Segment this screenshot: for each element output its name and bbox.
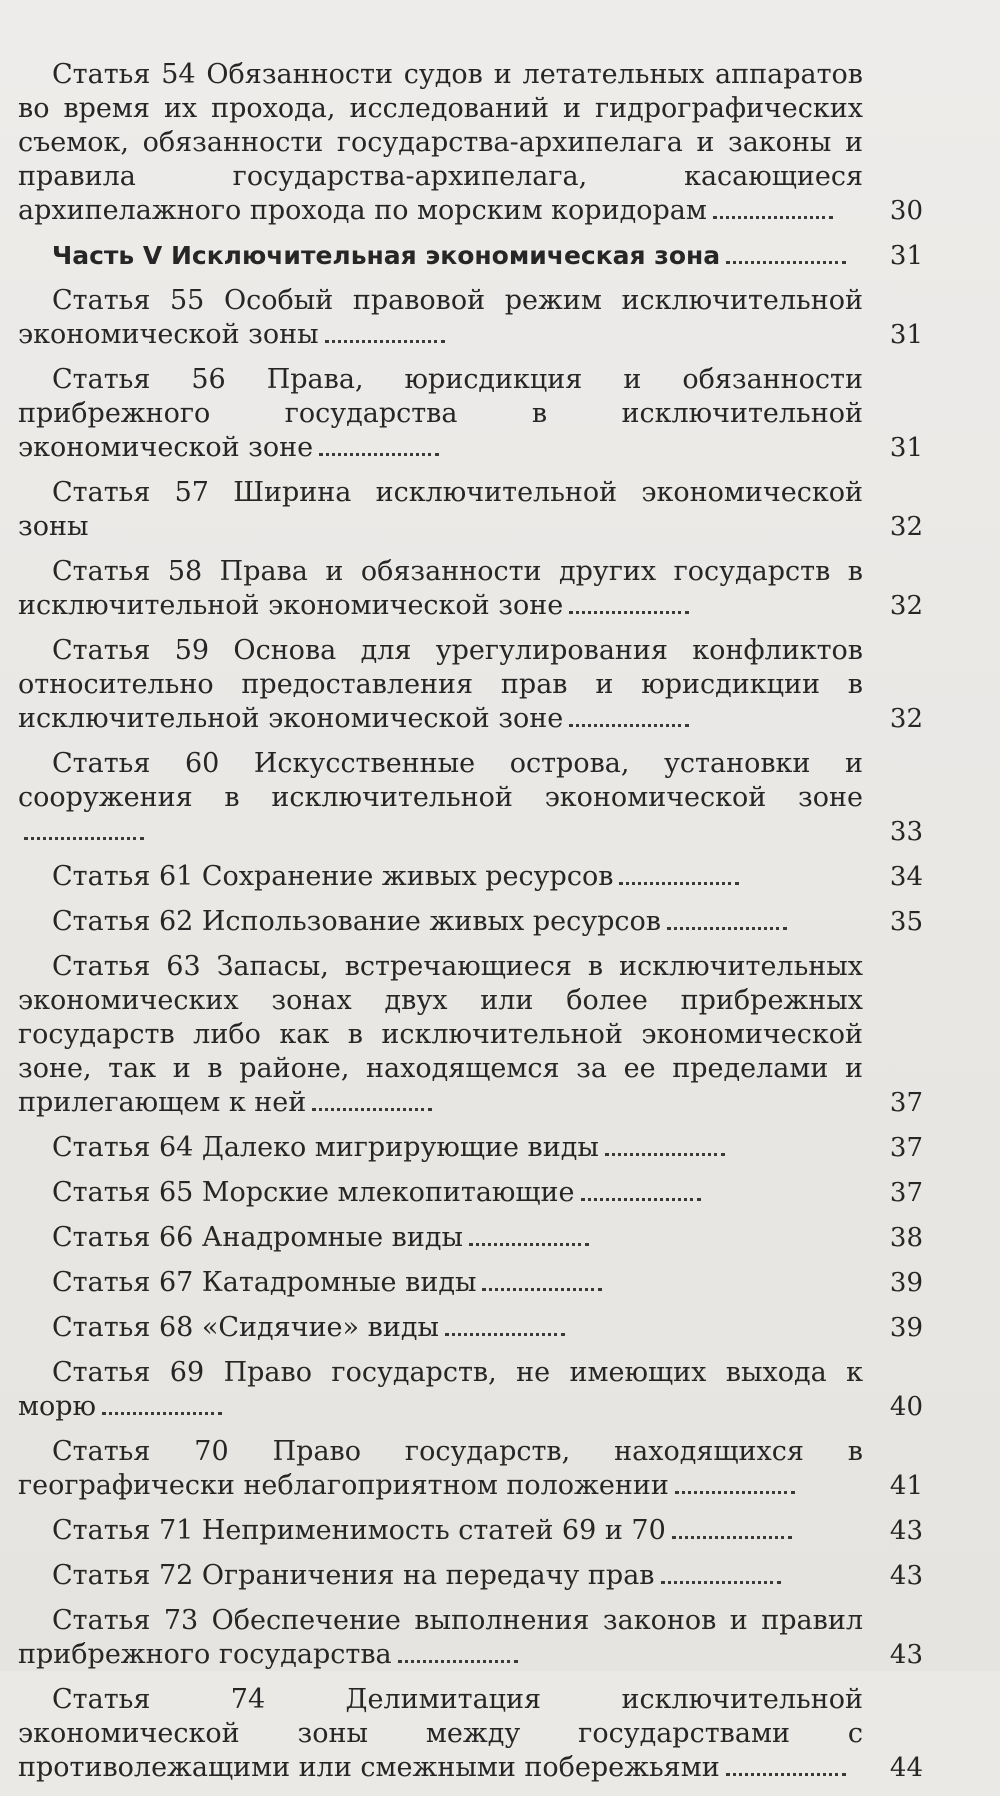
toc-entry-title: Статья 71 Неприменимость статей 69 и 70: [18, 1514, 863, 1548]
leader-dots: [672, 1528, 792, 1539]
leader-dots: [24, 829, 144, 840]
toc-entry: [18, 555, 943, 623]
toc-page-number: 43: [889, 1516, 923, 1546]
leader-dots: [482, 1280, 602, 1291]
leader-dots: [469, 1235, 589, 1246]
leader-dots: [569, 603, 689, 614]
toc-page-number: 33: [889, 817, 923, 847]
toc-entry: [18, 476, 943, 544]
leader-dots: [398, 1652, 518, 1663]
toc-page-number: 38: [889, 1223, 923, 1253]
table-of-contents: [18, 58, 943, 1796]
toc-page-number: 41: [889, 1471, 923, 1501]
toc-page-number: 32: [889, 591, 923, 621]
toc-entry: [18, 58, 943, 228]
toc-page-number: 32: [889, 704, 923, 734]
toc-page-number: 43: [889, 1561, 923, 1591]
toc-entry-title: Статья 70 Право государств, находящихся в географически неблагоприятном положении: [18, 1436, 863, 1501]
leader-dots: [726, 1765, 846, 1776]
toc-page-number: 39: [889, 1268, 923, 1298]
toc-entry: [18, 1356, 943, 1424]
toc-entry-title: Статья 64 Далеко мигрирующие виды: [18, 1131, 863, 1165]
toc-entry: [18, 1559, 943, 1593]
toc-page-number: 35: [889, 907, 923, 937]
toc-entry-title: Статья 66 Анадромные виды: [18, 1221, 863, 1255]
toc-page-number: 37: [889, 1088, 923, 1118]
leader-dots: [102, 1404, 222, 1415]
toc-entry-title: Статья 61 Сохранение живых ресурсов: [18, 860, 863, 894]
toc-entry-title: Статья 65 Морские млекопитающие: [18, 1176, 863, 1210]
leader-dots: [319, 445, 439, 456]
toc-entry: [18, 1514, 943, 1548]
toc-entry: [18, 905, 943, 939]
toc-page-number: 34: [889, 862, 923, 892]
toc-entry-title: Статья 56 Права, юрисдикция и обязанности прибрежного государства в исключительной экономической зоне: [18, 364, 863, 463]
leader-dots: [569, 716, 689, 727]
toc-entry-title: Статья 63 Запасы, встречающиеся в исключительных экономических зонах двух или более прибрежных государств либо как в исключительной экономической зоне, так и в районе, находящемся за ее пределами и прилегающем к ней: [18, 951, 863, 1118]
toc-entry-title: Статья 69 Право государств, не имеющих выхода к морю: [18, 1357, 863, 1422]
leader-dots: [726, 253, 846, 264]
toc-entry: [18, 747, 943, 849]
toc-entry-title: Статья 54 Обязанности судов и летательных аппаратов во время их прохода, исследований и гидрографических съемок, обязанности государства-архипелага и законы и правила государства-архипелага, касающиеся архипелажного прохода по морским коридорам: [18, 59, 863, 226]
toc-entry: [18, 1131, 943, 1165]
toc-entry: [18, 860, 943, 894]
leader-dots: [325, 332, 445, 343]
toc-page-number: 31: [889, 241, 923, 271]
toc-entry: [18, 634, 943, 736]
toc-page-number: 44: [889, 1753, 923, 1783]
toc-entry-title: Статья 58 Права и обязанности других государств в исключительной экономической зоне: [18, 556, 863, 621]
toc-page-number: 39: [889, 1313, 923, 1343]
toc-page-number: 37: [889, 1133, 923, 1163]
toc-entry-title: Статья 55 Особый правовой режим исключительной экономической зоны: [18, 285, 863, 350]
leader-dots: [667, 919, 787, 930]
toc-entry: [18, 1176, 943, 1210]
toc-page-number: 32: [889, 512, 923, 542]
toc-page-number: 31: [889, 320, 923, 350]
toc-entry-title: Статья 73 Обеспечение выполнения законов и правил прибрежного государства: [18, 1605, 863, 1670]
toc-page-number: 30: [889, 196, 923, 226]
toc-entry-title: Статья 62 Использование живых ресурсов: [18, 905, 863, 939]
toc-part-heading: [18, 239, 943, 273]
leader-dots: [619, 874, 739, 885]
toc-entry: [18, 284, 943, 352]
toc-page-number: 37: [889, 1178, 923, 1208]
toc-page-number: 43: [889, 1640, 923, 1670]
toc-entry-title: Статья 60 Искусственные острова, установки и сооружения в исключительной экономической зоне: [18, 747, 863, 849]
toc-entry-title: Статья 57 Ширина исключительной экономической зоны: [18, 477, 863, 542]
toc-entry-title: Статья 72 Ограничения на передачу прав: [18, 1559, 863, 1593]
toc-entry-title: Часть V Исключительная экономическая зона: [18, 239, 863, 273]
toc-entry: [18, 1683, 943, 1785]
toc-entry: [18, 1311, 943, 1345]
leader-dots: [445, 1325, 565, 1336]
toc-entry: [18, 950, 943, 1120]
toc-entry-title: Статья 59 Основа для урегулирования конфликтов относительно предоставления прав и юрисдикции в исключительной экономической зоне: [18, 635, 863, 734]
leader-dots: [675, 1483, 795, 1494]
leader-dots: [605, 1145, 725, 1156]
leader-dots: [581, 1190, 701, 1201]
leader-dots: [312, 1100, 432, 1111]
toc-entry: [18, 1435, 943, 1503]
toc-entry-title: Статья 67 Катадромные виды: [18, 1266, 863, 1300]
toc-page-number: 40: [889, 1392, 923, 1422]
leader-dots: [713, 208, 833, 219]
leader-dots: [661, 1573, 781, 1584]
toc-entry-title: Статья 74 Делимитация исключительной экономической зоны между государствами с противолежащими или смежными побережьями: [18, 1684, 863, 1783]
toc-entry: [18, 1266, 943, 1300]
toc-page-number: 31: [889, 433, 923, 463]
toc-entry: [18, 363, 943, 465]
toc-entry: [18, 1604, 943, 1672]
toc-entry: [18, 1221, 943, 1255]
toc-entry-title: Статья 68 «Сидячие» виды: [18, 1311, 863, 1345]
